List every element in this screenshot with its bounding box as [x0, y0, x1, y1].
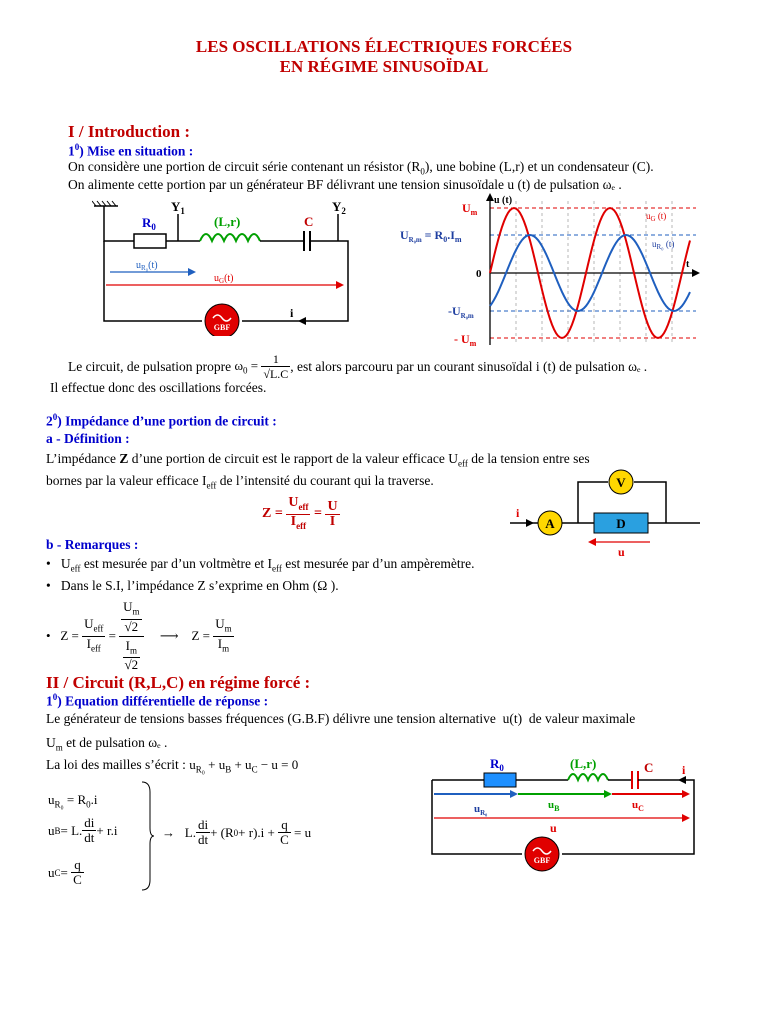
definition-line-2: bornes par la valeur efficace $I_{eff}$ de l’intensité du courant qui la traverse.	[46, 473, 434, 491]
label-u-r0-2: $u_{R_0}$	[474, 803, 488, 817]
page-title-line2: EN RÉGIME SINUSOÏDAL	[279, 57, 489, 76]
compound-fraction: $\frac{\frac{U_m}{√2}}{\frac{I_m}{√2}}$	[119, 600, 143, 672]
label-u-g: $u_G(t)$	[214, 273, 234, 285]
coil-inductor	[200, 234, 260, 241]
intro-line-2: On alimente cette portion par un générateur BF délivrant une tension sinusoïdale u (t) de pulsation ωₑ .	[68, 177, 622, 192]
label-origin: 0	[476, 268, 482, 280]
label-y1: $Y_1$	[171, 199, 185, 216]
forced-oscillation-line: Il effectue donc des oscillations forcées.	[50, 380, 267, 395]
propre-pulsation-line: Le circuit, de pulsation propre $\omega_0$ = $\frac{1}{√L.C}$ , est alors parcouru par un courant sinusoïdal i (t) de pulsation ωₑ .	[68, 352, 648, 381]
resistor-r0-2	[484, 773, 516, 787]
label-neg-urm: $-U_{R_0m}$	[448, 304, 474, 320]
equation-u-c: u C = $\frac{q}{C}$	[48, 857, 82, 887]
label-dipole-d: D	[616, 516, 626, 531]
remark-bullet-2: • Dans le S.I, l’impédance Z s’exprime en Ohm (Ω ).	[46, 578, 339, 593]
current-arrow	[298, 317, 306, 325]
label-i-2: i	[682, 763, 686, 777]
measurement-circuit-diagram	[510, 468, 710, 563]
label-y2: $Y_2$	[332, 199, 346, 216]
label-r0: $R_0$	[142, 215, 156, 232]
label-r0-2: $R_0$	[490, 756, 504, 773]
label-voltmeter: V	[616, 475, 626, 490]
label-u-b: $u_B$	[548, 799, 560, 813]
implies-arrow: ⟶	[159, 628, 179, 643]
label-gbf: GBF	[213, 323, 231, 332]
gbf-description-line-1: Le générateur de tensions basses fréquences (G.B.F) délivre une tension alternative u(t) de valeur maximale	[46, 711, 636, 726]
subsection-impedance: $2^0$) Impédance d’une portion de circuit :	[46, 412, 277, 429]
page-title-line1: LES OSCILLATIONS ÉLECTRIQUES FORCÉES	[195, 37, 573, 56]
subsection-equation-differentielle: $1^0$) Equation différentielle de réponse :	[46, 692, 269, 709]
system-brace	[140, 780, 154, 892]
label-capacitor: C	[304, 214, 314, 229]
label-gbf-2: GBF	[533, 856, 551, 865]
label-capacitor-2: C	[644, 760, 654, 775]
subsection-mise-en-situation: $1^0$) Mise en situation :	[68, 142, 194, 159]
gbf-generator-2	[525, 837, 559, 871]
section-rlc-heading: II / Circuit (R,L,C) en régime forcé :	[46, 673, 311, 692]
label-current-i: i	[516, 506, 520, 520]
label-coil: (L,r)	[214, 214, 241, 229]
gbf-description-line-2: $U_m$ et de pulsation ωₑ .	[46, 735, 168, 753]
section-introduction-heading: I / Introduction :	[68, 122, 191, 141]
current-arrow-2	[678, 776, 686, 784]
label-ammeter: A	[545, 516, 555, 531]
subsection-remarques: b - Remarques :	[46, 537, 139, 552]
legend-u-g: $u_G$ (t)	[646, 211, 667, 223]
sinusoidal-signals-graph	[396, 193, 706, 353]
subsection-definition: a - Définition :	[46, 431, 130, 446]
label-u-2: u	[550, 821, 557, 835]
loi-des-mailles: La loi des mailles s’écrit : $u_{R_0} + u_B + u_C - u = 0$	[46, 757, 299, 775]
differential-equation-result: → L. $\frac{di}{dt}$ + (R 0 + r).i + $\frac{q}{C}$ = u	[162, 817, 312, 847]
equation-u-b: u B = L. $\frac{di}{dt}$ + r.i	[48, 815, 118, 845]
axis-label-t: t	[686, 259, 690, 270]
label-neg-um: - $U_m$	[454, 332, 477, 348]
remark-bullet-3: • Z = $\frac{U_{eff}}{I_{eff}}$ = $\frac{\frac{U_m}{√2}}{\frac{I_m}{√2}}$ ⟶ Z = $\frac{U_m}{I_m}$	[46, 598, 232, 673]
impedance-formula: Z = $\frac{U_{eff}}{I_{eff}}$ = $\frac{U}{I}$	[262, 495, 338, 531]
label-um: $U_m$	[462, 201, 478, 217]
rlc-circuit-diagram	[420, 752, 710, 880]
intro-line-1: On considère une portion de circuit série contenant un résistor $(R_0)$, une bobine (L,r) et un condensateur (C).	[68, 159, 654, 177]
label-u: u	[618, 545, 625, 559]
axis-label-u-t: u (t)	[494, 195, 513, 206]
legend-u-r0: $u_{R_0}$ (t)	[652, 239, 675, 251]
series-circuit-diagram	[92, 196, 362, 336]
label-i: i	[290, 306, 294, 320]
resistor-r0	[134, 234, 166, 248]
definition-line-1: L’impédance Z d’une portion de circuit est le rapport de la valeur efficace $U_{eff}$ de la tension entre ses	[46, 451, 590, 469]
coil-inductor-2	[568, 774, 608, 780]
fraction-omega0: $\frac{1}{√L.C}$	[263, 352, 289, 381]
remark-bullet-1: • $U_{eff}$ est mesurée par d’un voltmètre et $I_{eff}$ est mesurée par d’un ampèremètre.	[46, 556, 475, 574]
label-urm: $U_{R_0m} = R_0.I_m$	[400, 228, 462, 244]
label-u-r0: $u_{R_0}(t)$	[136, 260, 158, 272]
equation-u-r0: $u_{R_0} = R_0.i$	[48, 792, 98, 810]
label-coil-2: (L,r)	[570, 756, 597, 771]
label-u-c: $u_C$	[632, 799, 644, 813]
ground-symbol	[92, 201, 118, 206]
